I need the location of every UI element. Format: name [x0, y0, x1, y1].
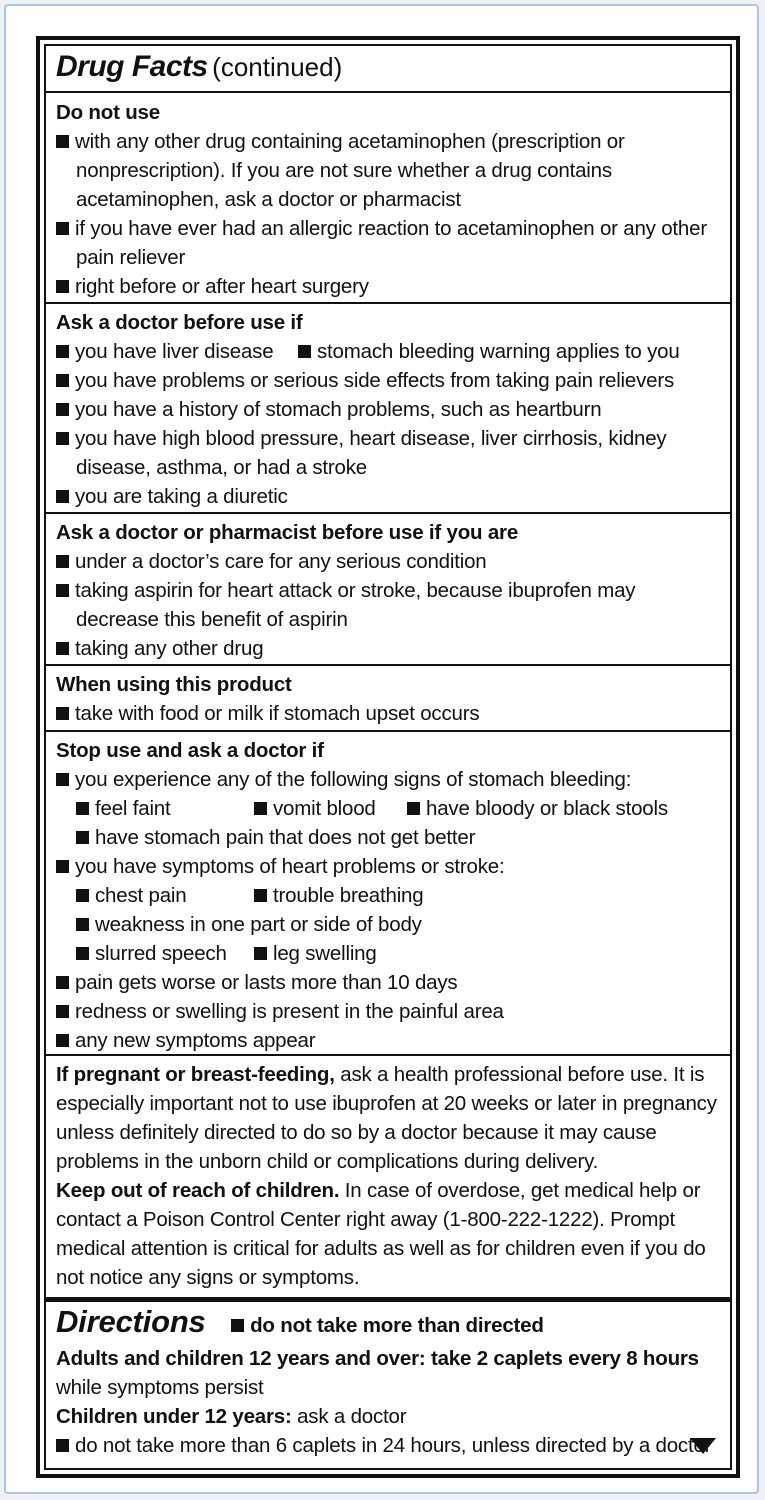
continue-arrow-icon: [690, 1438, 716, 1454]
list-item: right before or after heart surgery: [56, 272, 722, 301]
directions-section: [46, 1304, 730, 1460]
adults-dosage: Adults and children 12 years and over: take 2 caplets every 8 hours: [56, 1347, 699, 1370]
list-item: you have problems or serious side effects from taking pain relievers: [56, 366, 722, 395]
children-text: ask a doctor: [291, 1405, 407, 1428]
list-item: with any other drug containing acetaminophen (prescription or: [56, 127, 722, 156]
directions-title: Directions: [56, 1304, 206, 1339]
list-item-cont: nonprescription). If you are not sure whether a drug contains: [76, 159, 612, 182]
directions-rule: [46, 1297, 730, 1302]
page-background: [4, 4, 759, 1494]
keep-out-text: medical attention is critical for adults as well as for children even if you do: [56, 1237, 706, 1260]
keep-out-text: contact a Poison Control Center right away (1-800-222-1222). Prompt: [56, 1208, 676, 1231]
children-bold: Children under 12 years:: [56, 1405, 292, 1428]
list-item: vomit blood: [254, 794, 407, 823]
list-item: if you have ever had an allergic reaction to acetaminophen or any other: [56, 214, 722, 243]
list-item: you are taking a diuretic: [56, 482, 722, 511]
drug-facts-inner-border: [44, 44, 732, 1470]
list-item: taking any other drug: [56, 634, 722, 663]
header-rule: [46, 91, 730, 93]
list-item: trouble breathing: [254, 881, 423, 910]
ask-doctor-heading: Ask a doctor before use if: [56, 311, 303, 334]
ask-pharmacist-heading: Ask a doctor or pharmacist before use if you are: [56, 521, 519, 544]
pregnant-bold: If pregnant or breast-feeding,: [56, 1063, 335, 1086]
list-item: weakness in one part or side of body: [56, 910, 722, 939]
pregnant-text: problems in the unborn child or complications during delivery.: [56, 1150, 599, 1173]
list-item-cont: disease, asthma, or had a stroke: [76, 456, 368, 479]
list-item: taking aspirin for heart attack or stroke, because ibuprofen may: [56, 576, 722, 605]
pregnant-text: especially important not to use ibuprofen at 20 weeks or later in pregnancy: [56, 1092, 717, 1115]
list-item: take with food or milk if stomach upset occurs: [56, 699, 722, 728]
continued-label: (continued): [212, 52, 343, 82]
drug-facts-header: [46, 50, 730, 84]
do-not-use-section: [46, 98, 730, 301]
drug-facts-title: Drug Facts: [56, 50, 208, 83]
list-item: any new symptoms appear: [56, 1026, 722, 1055]
list-item: you have high blood pressure, heart disease, liver cirrhosis, kidney: [56, 424, 722, 453]
section-rule: [46, 1054, 730, 1056]
list-item: feel faint: [76, 794, 254, 823]
keep-out-text: not notice any signs or symptoms.: [56, 1266, 360, 1289]
list-item: under a doctor’s care for any serious condition: [56, 547, 722, 576]
pregnant-text: unless definitely directed to do so by a doctor because it may cause: [56, 1121, 657, 1144]
list-item: do not take more than 6 caplets in 24 hours, unless directed by a doctor: [56, 1431, 722, 1460]
list-item: have stomach pain that does not get better: [56, 823, 722, 852]
pregnancy-section: [46, 1060, 730, 1292]
section-rule: [46, 302, 730, 304]
do-not-use-heading: Do not use: [56, 101, 160, 124]
stop-use-section: [46, 736, 730, 1055]
list-item-cont: decrease this benefit of aspirin: [76, 608, 348, 631]
section-rule: [46, 730, 730, 732]
directions-note: do not take more than directed: [231, 1314, 544, 1337]
list-item: you experience any of the following signs of stomach bleeding:: [56, 765, 722, 794]
drug-facts-panel: [36, 36, 740, 1478]
list-item: leg swelling: [254, 939, 377, 968]
adults-dosage-cont: while symptoms persist: [56, 1376, 264, 1399]
list-item: redness or swelling is present in the painful area: [56, 997, 722, 1026]
list-item: you have a history of stomach problems, such as heartburn: [56, 395, 722, 424]
section-rule: [46, 664, 730, 666]
list-item-cont: pain reliever: [76, 246, 186, 269]
when-using-section: [46, 670, 730, 728]
when-using-heading: When using this product: [56, 673, 292, 696]
keep-out-bold: Keep out of reach of children.: [56, 1179, 340, 1202]
list-item: have bloody or black stools: [407, 794, 668, 823]
list-item: slurred speech: [76, 939, 254, 968]
list-item: stomach bleeding warning applies to you: [298, 337, 680, 366]
stop-use-heading: Stop use and ask a doctor if: [56, 739, 324, 762]
list-item: pain gets worse or lasts more than 10 days: [56, 968, 722, 997]
list-item-cont: acetaminophen, ask a doctor or pharmacist: [76, 188, 461, 211]
keep-out-text: In case of overdose, get medical help or: [339, 1179, 701, 1202]
ask-pharmacist-section: [46, 518, 730, 663]
pregnant-text: ask a health professional before use. It is: [334, 1063, 705, 1086]
list-item: you have liver disease: [56, 337, 298, 366]
ask-doctor-section: [46, 308, 730, 511]
section-rule: [46, 512, 730, 514]
list-item: you have symptoms of heart problems or stroke:: [56, 852, 722, 881]
list-item: chest pain: [76, 881, 254, 910]
